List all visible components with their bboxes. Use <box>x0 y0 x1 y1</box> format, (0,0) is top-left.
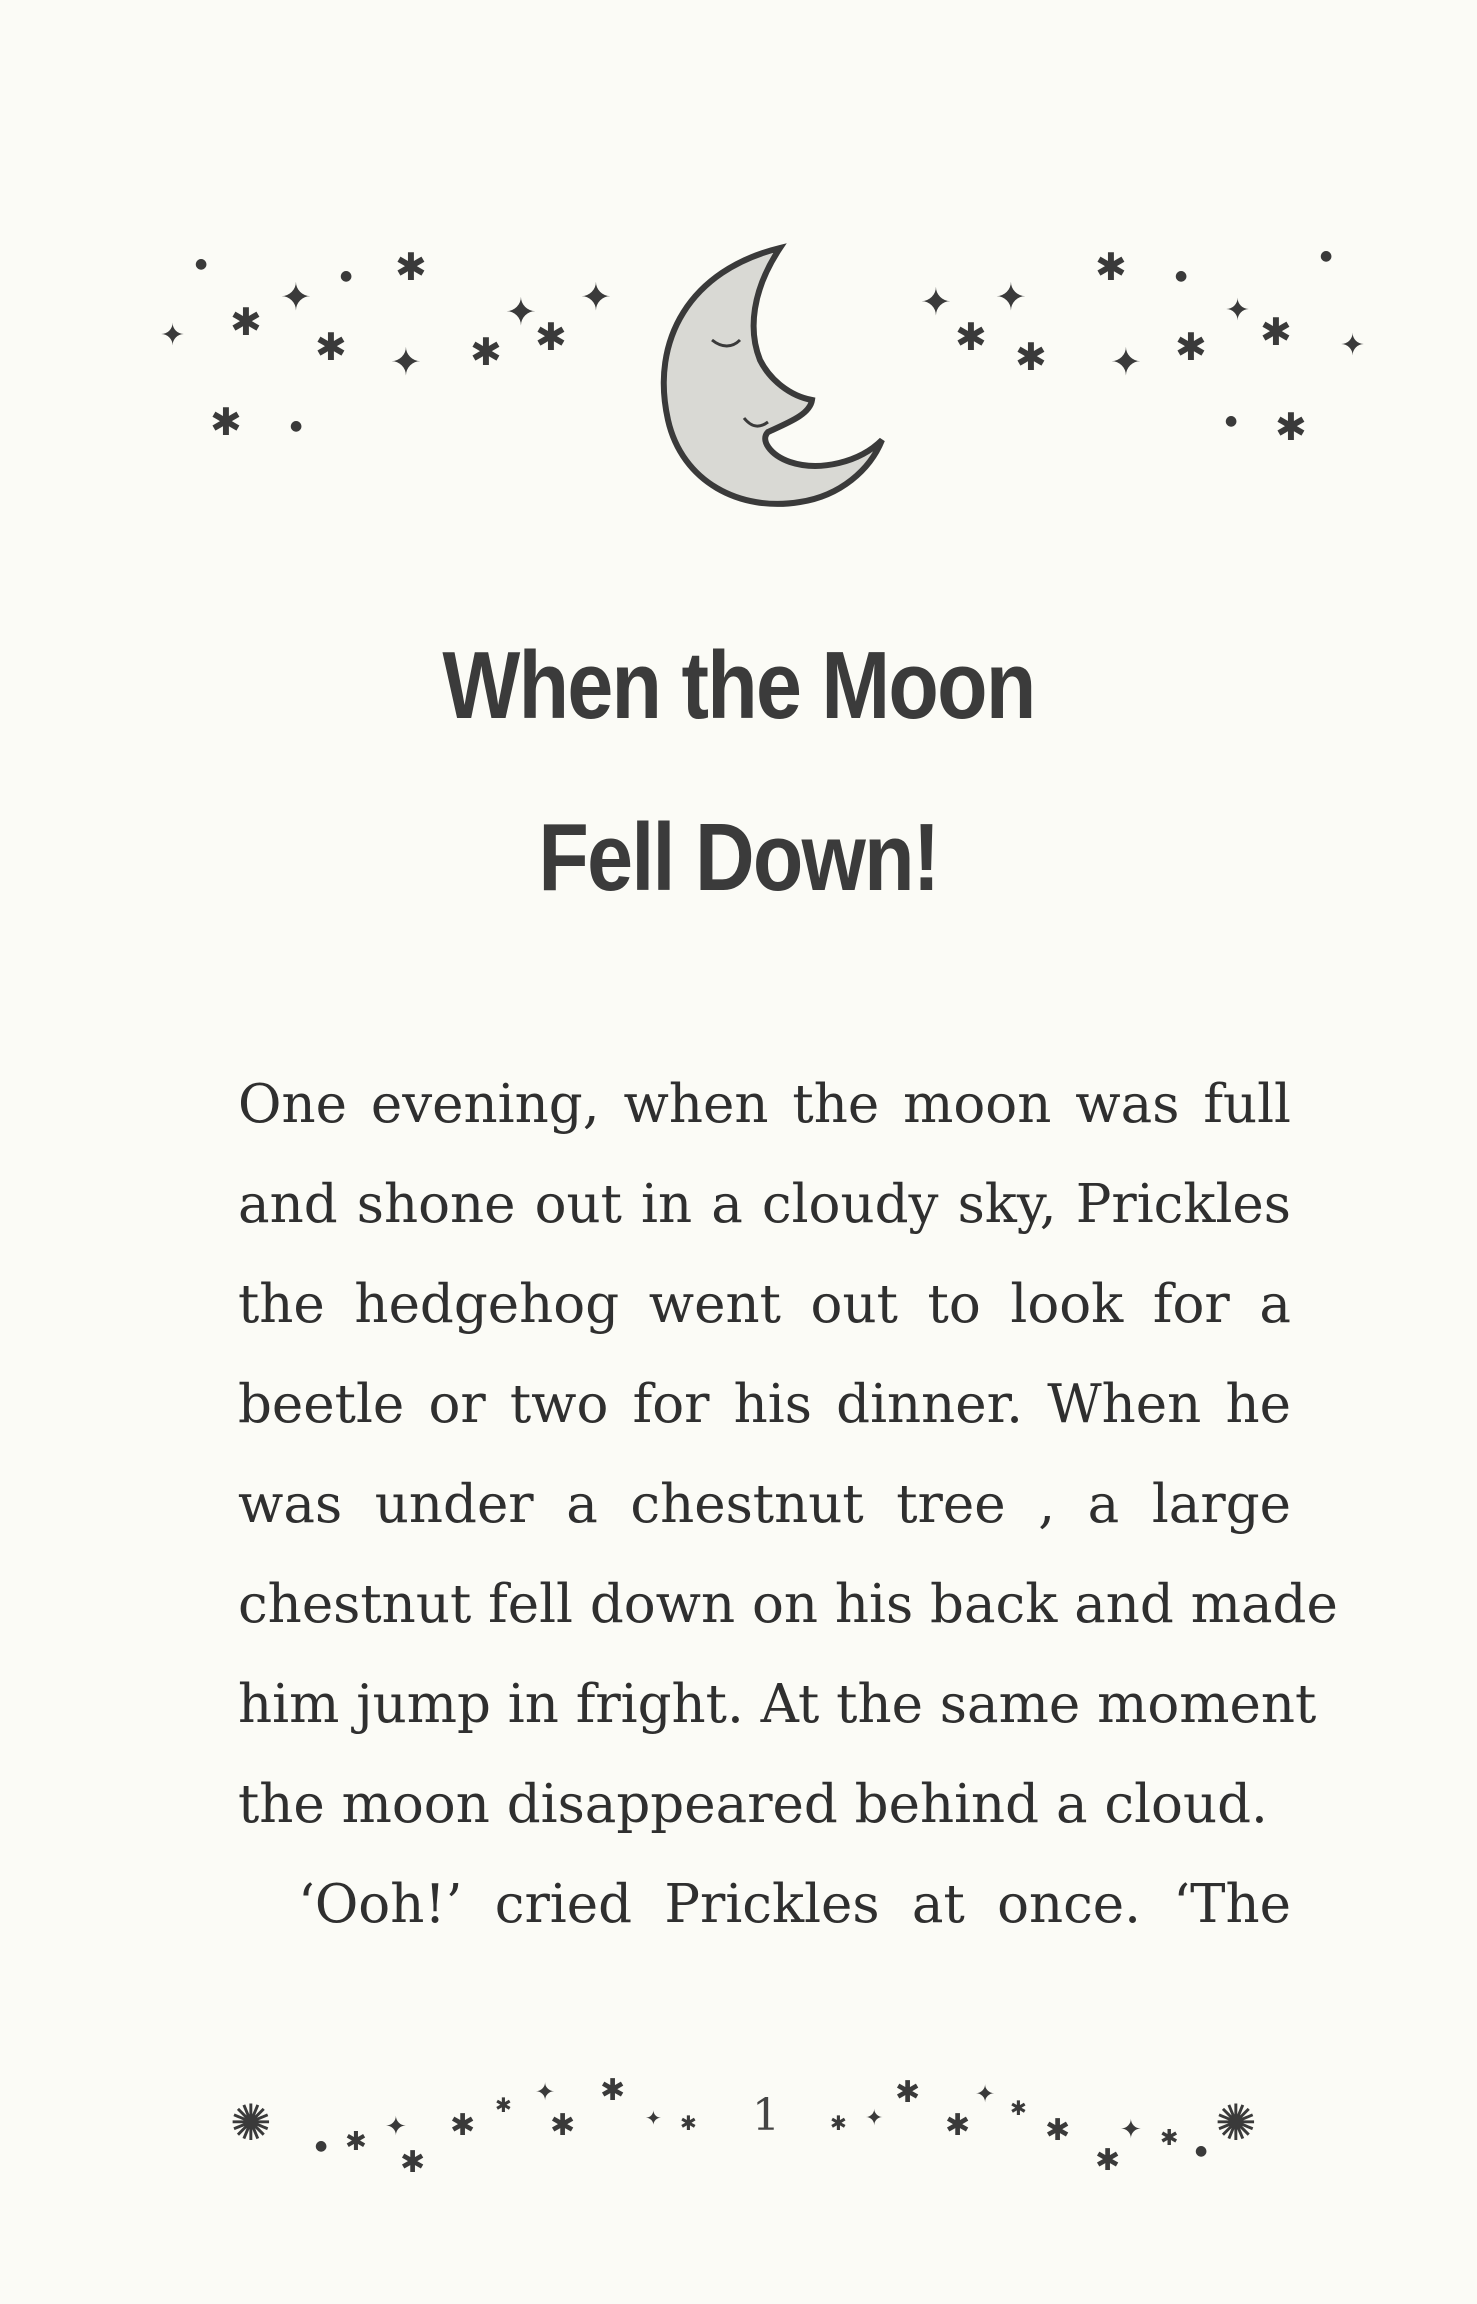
svg-text:✱: ✱ <box>945 2108 971 2143</box>
svg-text:✦: ✦ <box>385 2112 407 2142</box>
svg-text:✦: ✦ <box>390 340 422 384</box>
text-line: the hedgehog went out to look for a <box>238 1274 1291 1335</box>
page-number: 1 <box>752 2090 780 2141</box>
svg-text:●: ● <box>1175 268 1188 284</box>
svg-text:✱: ✱ <box>535 315 567 359</box>
text-line: One evening, when the moon was full <box>238 1074 1291 1135</box>
text-line: was under a chestnut tree , a large <box>238 1474 1291 1535</box>
svg-text:✦: ✦ <box>280 275 312 319</box>
svg-text:✦: ✦ <box>160 318 186 353</box>
chapter-title-line-1: When the Moon <box>442 632 1035 739</box>
svg-text:●: ● <box>1320 248 1333 264</box>
svg-text:●: ● <box>290 418 303 434</box>
svg-text:✱: ✱ <box>1010 2096 1027 2120</box>
chapter-title-line-2: Fell Down! <box>538 804 939 911</box>
svg-text:✱: ✱ <box>600 2073 626 2108</box>
svg-text:●: ● <box>1225 413 1238 429</box>
svg-text:✱: ✱ <box>1160 2126 1179 2151</box>
svg-text:✱: ✱ <box>210 400 242 444</box>
svg-text:✱: ✱ <box>1095 2143 1121 2178</box>
svg-text:●: ● <box>340 268 353 284</box>
svg-text:●: ● <box>1195 2143 1208 2159</box>
svg-text:●: ● <box>315 2138 328 2154</box>
svg-text:✱: ✱ <box>495 2093 512 2117</box>
svg-text:✦: ✦ <box>505 290 537 334</box>
svg-text:✦: ✦ <box>1110 340 1142 384</box>
svg-text:✱: ✱ <box>895 2075 921 2110</box>
sparkle-icon: ✺ <box>1215 2094 1257 2152</box>
svg-text:✱: ✱ <box>1045 2113 1071 2148</box>
svg-text:✱: ✱ <box>1175 325 1207 369</box>
text-line: ‘Ooh!’ cried Prickles at once. ‘The <box>298 1874 1291 1935</box>
text-line: him jump in fright. At the same moment <box>238 1674 1317 1735</box>
sparkle-icon: ✺ <box>230 2094 272 2152</box>
text-line: beetle or two for his dinner. When he <box>238 1374 1291 1435</box>
svg-text:✱: ✱ <box>680 2111 697 2135</box>
svg-text:✦: ✦ <box>865 2106 884 2131</box>
text-line: chestnut fell down on his back and made <box>238 1574 1338 1635</box>
story-text <box>238 1055 1338 1955</box>
svg-text:✱: ✱ <box>450 2108 476 2143</box>
text-line: and shone out in a cloudy sky, Prickles <box>238 1174 1291 1235</box>
svg-text:✦: ✦ <box>1120 2115 1142 2145</box>
svg-text:✱: ✱ <box>1095 245 1127 289</box>
svg-text:✱: ✱ <box>830 2111 847 2135</box>
svg-text:✱: ✱ <box>470 330 502 374</box>
svg-text:✱: ✱ <box>1275 405 1307 449</box>
svg-text:✱: ✱ <box>1260 310 1292 354</box>
svg-text:✦: ✦ <box>995 275 1027 319</box>
text-line: the moon disappeared behind a cloud. <box>238 1774 1268 1835</box>
svg-text:✱: ✱ <box>345 2127 367 2157</box>
svg-text:✦: ✦ <box>975 2080 996 2108</box>
svg-text:✦: ✦ <box>580 275 612 319</box>
svg-text:✦: ✦ <box>535 2078 556 2106</box>
chapter-title <box>103 600 1373 944</box>
svg-text:✦: ✦ <box>1340 328 1366 363</box>
svg-text:✱: ✱ <box>550 2108 576 2143</box>
moon-and-stars-illustration <box>0 200 1477 580</box>
svg-text:✦: ✦ <box>920 280 952 324</box>
svg-text:✱: ✱ <box>315 325 347 369</box>
svg-text:✱: ✱ <box>955 315 987 359</box>
svg-text:✦: ✦ <box>1225 293 1251 328</box>
stars-left <box>160 245 612 444</box>
svg-text:✱: ✱ <box>395 245 427 289</box>
svg-text:✱: ✱ <box>1015 335 1047 379</box>
stars-right <box>920 245 1365 449</box>
svg-text:✱: ✱ <box>400 2145 426 2180</box>
svg-text:✦: ✦ <box>645 2106 662 2130</box>
svg-text:●: ● <box>195 256 208 272</box>
crescent-moon-icon <box>664 248 882 504</box>
svg-text:✱: ✱ <box>230 300 262 344</box>
